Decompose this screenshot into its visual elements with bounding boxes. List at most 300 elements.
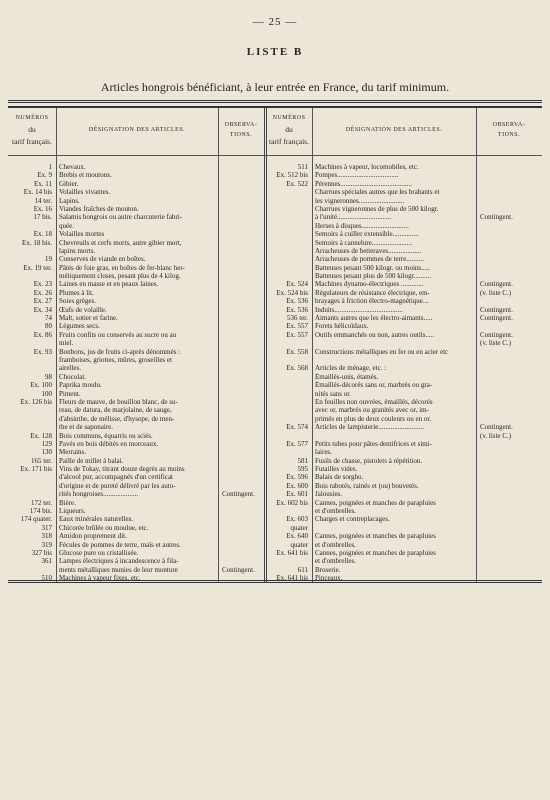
observation xyxy=(476,247,542,255)
article-designation: Fécules de pommes de terre, maïs et autres. xyxy=(59,540,181,549)
observation xyxy=(476,440,542,448)
article-designation: Brebis et moutons. xyxy=(59,171,112,180)
article-designation: Charrues spéciales autres que les brabants et xyxy=(315,188,440,197)
observation xyxy=(218,473,264,481)
observation xyxy=(476,222,542,230)
tariff-number: 611 xyxy=(297,565,308,574)
tariff-number: Ex. 536 xyxy=(286,305,308,314)
tariff-number xyxy=(267,230,312,238)
tariff-number: 317 xyxy=(41,523,52,532)
article-designation: Légumes secs. xyxy=(59,322,100,331)
observation xyxy=(218,230,264,238)
observation xyxy=(218,440,264,448)
tariff-number xyxy=(8,566,56,574)
article-designation: Émaillés-décorés sans or, marbrés ou gra- xyxy=(315,381,433,390)
column-divider xyxy=(312,108,313,582)
numeros-header-left: NUMÉROS du tarif français. xyxy=(12,115,52,146)
observation xyxy=(476,381,542,389)
observation: (v. liste C.) xyxy=(480,431,512,440)
article-designation: Balais de sorgho. xyxy=(315,473,364,482)
observation xyxy=(218,541,264,549)
tariff-number: 581 xyxy=(297,456,308,465)
observation: (v. liste C.) xyxy=(480,339,512,348)
observation xyxy=(218,322,264,330)
article-designation: Glucose pure ou cristallisée. xyxy=(59,548,139,557)
article-designation: Articles de ménage, etc. : xyxy=(315,364,387,373)
article-designation: primés en plus de deux couleurs ou en or. xyxy=(315,414,432,423)
tariff-number xyxy=(267,272,312,280)
article-designation: Arracheuses de betteraves................... xyxy=(315,246,422,255)
article-designation: Bonbons, jus de fruits ci-après dénommés : xyxy=(59,347,181,356)
observation xyxy=(476,541,542,549)
article-designation xyxy=(315,432,475,440)
article-designation: ments métalliques munies de leur monture xyxy=(59,565,178,574)
article-designation: Semoirs à cannelure....................... xyxy=(315,238,413,247)
title-rule xyxy=(8,100,542,103)
observation: Contingent. xyxy=(480,213,513,222)
tariff-number: Ex. 640 xyxy=(286,532,308,541)
tariff-number: Ex. 126 bis xyxy=(20,397,52,406)
observation xyxy=(476,390,542,398)
tariff-number: Ex. 557 xyxy=(286,330,308,339)
observation xyxy=(218,390,264,398)
tariff-number: 318 xyxy=(41,532,52,541)
observation: Contingent. xyxy=(222,565,255,574)
tariff-number xyxy=(267,557,312,565)
observation xyxy=(218,515,264,523)
observation xyxy=(218,432,264,440)
tariff-number xyxy=(267,188,312,196)
observation xyxy=(476,490,542,498)
article-designation: et d'ombrelles. xyxy=(315,507,356,516)
article-designation: Induits....................................... xyxy=(315,305,403,314)
tariff-number: 511 xyxy=(297,163,308,171)
article-designation: miel. xyxy=(59,339,74,348)
tariff-number: 174 quater. xyxy=(20,515,52,524)
observation xyxy=(218,222,264,230)
observation xyxy=(218,197,264,205)
observation xyxy=(218,465,264,473)
observation xyxy=(218,364,264,372)
tariff-number: Ex. 574 xyxy=(286,423,308,432)
observation: (v. liste C.) xyxy=(480,288,512,297)
observation xyxy=(476,457,542,465)
article-designation: Batteuses pesant plus de 500 kilogr.......... xyxy=(315,272,432,281)
tariff-number: Ex. 600 xyxy=(286,481,308,490)
article-designation: Forets hélicoïdaux. xyxy=(315,322,369,331)
article-designation: Laines en masse et en peaux laines. xyxy=(59,280,159,289)
article-designation: brayages à friction électro-magnétique... xyxy=(315,297,429,306)
subtitle: Articles hongrois bénéficiant, à leur entrée en France, du tarif minimum. xyxy=(100,80,450,94)
tariff-number xyxy=(267,373,312,381)
tariff-number: Ex. 596 xyxy=(286,473,308,482)
tariff-number: Ex. 557 xyxy=(286,322,308,331)
article-designation: et d'ombrelles. xyxy=(315,540,356,549)
observation xyxy=(218,188,264,196)
observation xyxy=(476,448,542,456)
observation xyxy=(218,423,264,431)
observation xyxy=(218,549,264,557)
tariff-number xyxy=(267,356,312,364)
article-designation: Fleurs de mauve, de bouillon blanc, de su- xyxy=(59,397,178,406)
article-designation: Liqueurs. xyxy=(59,507,86,516)
tariff-number xyxy=(8,490,56,498)
tariff-number: Ex. 603 xyxy=(286,515,308,524)
tariff-number xyxy=(8,482,56,490)
tariff-number: Ex. 14 bis xyxy=(23,188,52,197)
tariff-number xyxy=(8,364,56,372)
observation xyxy=(476,406,542,414)
article-designation xyxy=(315,524,475,532)
left-number-column xyxy=(8,163,56,583)
article-designation: Piment. xyxy=(59,389,81,398)
tariff-number xyxy=(267,507,312,515)
observation xyxy=(218,339,264,347)
article-designation: Machines dynamo-électriques ............. xyxy=(315,280,424,289)
article-designation: Chocolat. xyxy=(59,372,87,381)
observation xyxy=(218,406,264,414)
tariff-number: Ex. 602 bis xyxy=(276,498,308,507)
observation xyxy=(476,549,542,557)
observation: Contingent. xyxy=(480,330,513,339)
article-designation: Plumes à lit. xyxy=(59,288,94,297)
observation xyxy=(476,373,542,381)
article-designation: the et de saponaire. xyxy=(59,423,114,432)
observation xyxy=(476,482,542,490)
observation xyxy=(218,297,264,305)
article-designation: Constructions métalliques en fer ou en acier etc xyxy=(315,347,449,356)
tariff-number: 361 xyxy=(41,557,52,566)
article-designation: Futailles vides. xyxy=(315,465,358,474)
tariff-number: quater xyxy=(290,540,308,549)
article-designation: Vins de Tokay, titrant douze degrés au moins xyxy=(59,465,185,474)
article-designation: Aimants autres que les électro-aimants..... xyxy=(315,314,433,323)
observation xyxy=(476,239,542,247)
article-designation: Pâtés de foie gras, en boîtes de fer-blanc her- xyxy=(59,263,185,272)
article-designation: Bois communs, équarris ou sciés. xyxy=(59,431,153,440)
tariff-number xyxy=(8,415,56,423)
observation xyxy=(218,482,264,490)
tariff-number xyxy=(267,247,312,255)
article-designation: Pérennes......................................... xyxy=(315,179,413,188)
tariff-number xyxy=(8,272,56,280)
article-designation: Viandes fraîches de mouton. xyxy=(59,204,139,213)
tariff-number: 172 ter. xyxy=(31,498,52,507)
article-designation: Œufs de volaille. xyxy=(59,305,107,314)
observation xyxy=(476,499,542,507)
article-designation: Malt, sotier et farine. xyxy=(59,314,118,323)
observation xyxy=(218,532,264,540)
designation-header-left: DÉSIGNATION DES ARTICLES. xyxy=(88,127,186,134)
tariff-number: Ex. 601 xyxy=(286,490,308,499)
tariff-number: Ex. 86 xyxy=(33,330,52,339)
article-designation: quée. xyxy=(59,221,74,230)
tariff-number: 17 bis. xyxy=(33,213,52,222)
article-designation: Jalousies. xyxy=(315,490,343,499)
article-designation: Charrues vigneronnes de plus de 500 kilogr. xyxy=(315,204,439,213)
article-designation: Pompes................................... xyxy=(315,171,399,180)
observation xyxy=(476,163,542,171)
tariff-number: Ex. 18 bis. xyxy=(22,238,52,247)
designation-header-right: DÉSIGNATION DES ARTICLES. xyxy=(345,127,443,134)
tariff-number xyxy=(267,239,312,247)
article-designation: Bière. xyxy=(59,498,76,507)
tariff-number: 19 xyxy=(45,255,52,264)
article-designation: laires. xyxy=(315,448,332,457)
tariff-number: Ex. 577 xyxy=(286,439,308,448)
article-designation: Salamis hongrois ou autre charcuterie fabri- xyxy=(59,213,183,222)
observation xyxy=(476,272,542,280)
article-designation: Lapins. xyxy=(59,196,80,205)
tariff-number: Ex. 522 xyxy=(286,179,308,188)
observation xyxy=(218,239,264,247)
observation xyxy=(218,289,264,297)
column-divider xyxy=(56,108,57,582)
tariff-number xyxy=(267,415,312,423)
tariff-number xyxy=(267,197,312,205)
numeros-header-right: NUMÉROS du tarif français. xyxy=(269,115,309,146)
observation xyxy=(476,566,542,574)
observation xyxy=(218,213,264,221)
article-designation: les vigneronnes.......................... xyxy=(315,196,405,205)
observation xyxy=(218,163,264,171)
observation xyxy=(218,557,264,565)
observation xyxy=(218,205,264,213)
tariff-number: 98 xyxy=(45,372,52,381)
article-designation: Soies grèges. xyxy=(59,297,96,306)
article-designation: Outils emmanchés ou non, autres outils..... xyxy=(315,330,435,339)
article-designation: Machines à vapeur fixes, etc. xyxy=(59,574,141,583)
observations-header-left: OBSERVA- TIONS. xyxy=(224,122,258,138)
observation xyxy=(476,515,542,523)
observations-header-right: OBSERVA- TIONS. xyxy=(492,122,526,138)
observation xyxy=(476,507,542,515)
observation xyxy=(476,415,542,423)
right-observation-column xyxy=(476,163,542,583)
tariff-number: 129 xyxy=(41,439,52,448)
observation xyxy=(476,171,542,179)
article-designation: lapins morts. xyxy=(59,246,96,255)
article-designation: Merrains. xyxy=(59,448,87,457)
observation xyxy=(476,473,542,481)
tariff-number: Ex. 524 xyxy=(286,280,308,289)
observation: Contingent. xyxy=(222,490,255,499)
tariff-number: Ex. 27 xyxy=(33,297,52,306)
observation: Contingent. xyxy=(480,423,513,432)
tariff-number: Ex. 23 xyxy=(33,280,52,289)
right-designation-column xyxy=(315,163,475,583)
tariff-number: 536 ter. xyxy=(287,314,308,323)
observation xyxy=(218,448,264,456)
article-designation: Batteuses pesant 500 kilogr. ou moins..... xyxy=(315,263,430,272)
tariff-number xyxy=(8,339,56,347)
article-designation: Pinceaux. xyxy=(315,574,343,583)
observation xyxy=(476,197,542,205)
tariff-number: 130 xyxy=(41,448,52,457)
left-designation-column xyxy=(59,163,216,583)
tariff-number xyxy=(267,222,312,230)
tariff-number: Ex. 568 xyxy=(286,364,308,373)
article-designation: Cannes, poignées et manches de parapluies xyxy=(315,532,436,541)
article-designation: Conserves de viande en boîtes. xyxy=(59,255,146,264)
article-designation: Amidon proprement dit. xyxy=(59,532,127,541)
tariff-number: 319 xyxy=(41,540,52,549)
article-designation: Bois rabotés, rainés et (ou) bouvetés. xyxy=(315,481,419,490)
article-designation: Semoirs à cuiller extensible............... xyxy=(315,230,419,239)
article-designation: rités hongroises.................... xyxy=(59,490,139,499)
tariff-number: Ex. 641 bis xyxy=(276,574,308,583)
bottom-rule xyxy=(8,580,542,583)
article-designation: Volailles vivantes. xyxy=(59,188,111,197)
article-designation: nités sans or. xyxy=(315,389,351,398)
tariff-number: 327 bis xyxy=(31,548,52,557)
tariff-number: 80 xyxy=(45,322,52,331)
observation xyxy=(476,348,542,356)
observation xyxy=(218,415,264,423)
article-designation: d'alcool pur, accompagnés d'un certificat xyxy=(59,473,173,482)
tariff-number: Ex. 26 xyxy=(33,288,52,297)
tariff-number: Ex. 536 xyxy=(286,297,308,306)
tariff-number: Ex. 512 bis xyxy=(276,171,308,180)
observation xyxy=(218,524,264,532)
right-number-column xyxy=(267,163,312,583)
tariff-number: Ex. 9 xyxy=(37,171,52,180)
observation xyxy=(218,280,264,288)
tariff-number: 510 xyxy=(41,574,52,583)
observation xyxy=(476,322,542,330)
page-number: — 25 — xyxy=(252,16,298,28)
tariff-number xyxy=(8,247,56,255)
observation xyxy=(218,264,264,272)
article-designation: Fruits confits ou conservés au sucre ou au xyxy=(59,330,177,339)
article-designation xyxy=(315,356,475,364)
observation xyxy=(476,557,542,565)
tariff-number: Ex. 100 xyxy=(30,381,52,390)
tariff-number xyxy=(267,213,312,221)
article-designation: Eaux minérales naturelles. xyxy=(59,515,134,524)
article-designation: framboises, griottes, mûres, groseilles et xyxy=(59,355,172,364)
tariff-number xyxy=(267,448,312,456)
article-designation: Chevaux. xyxy=(59,163,86,171)
observation xyxy=(218,272,264,280)
observation xyxy=(476,188,542,196)
observation: Contingent. xyxy=(480,280,513,289)
observation xyxy=(218,314,264,322)
tariff-number: 595 xyxy=(297,465,308,474)
article-designation: Chevreuils et cerfs morts, autre gibier mort, xyxy=(59,238,182,247)
tariff-number xyxy=(267,406,312,414)
list-title: LISTE B xyxy=(246,46,304,58)
observation xyxy=(476,524,542,532)
tariff-number xyxy=(267,339,312,347)
article-designation: Arracheuses de pommes de terre.......... xyxy=(315,255,424,264)
observation xyxy=(218,356,264,364)
article-designation: Broserie. xyxy=(315,565,341,574)
observation xyxy=(476,356,542,364)
observation xyxy=(476,364,542,372)
observation xyxy=(218,457,264,465)
article-designation: Régulateurs de résistance électrique, em- xyxy=(315,288,430,297)
article-designation: Paille de millet à balai. xyxy=(59,456,124,465)
article-designation: d'absinthe, de mélisse, d'hysope, de men- xyxy=(59,414,175,423)
tariff-number: Ex. 93 xyxy=(33,347,52,356)
observation xyxy=(476,230,542,238)
tariff-number: Ex. 19 ter. xyxy=(23,263,52,272)
tariff-number: Ex. 171 bis xyxy=(20,465,52,474)
article-designation: Fusils de chasse, pistolets à répétition. xyxy=(315,456,423,465)
observation xyxy=(476,205,542,213)
article-designation: avec or, marbrés ou granités avec or, im- xyxy=(315,406,429,415)
tariff-number xyxy=(8,473,56,481)
tariff-number: Ex. 16 xyxy=(33,204,52,213)
article-designation: Lampes électriques à incandescence à fila- xyxy=(59,557,179,566)
tariff-number: 100 xyxy=(41,389,52,398)
observation xyxy=(218,180,264,188)
observation xyxy=(218,398,264,406)
tariff-number xyxy=(267,398,312,406)
left-observation-column xyxy=(218,163,264,583)
observation xyxy=(218,373,264,381)
tariff-number xyxy=(8,222,56,230)
article-designation: Charges et contreplacages. xyxy=(315,515,390,524)
tariff-number: 14 ter. xyxy=(34,196,52,205)
tariff-number: Ex. 128 xyxy=(30,431,52,440)
observation: Contingent. xyxy=(480,314,513,323)
article-designation: Émaillés-unis, étamés. xyxy=(315,372,379,381)
tariff-number: Ex. 524 bis xyxy=(276,288,308,297)
tariff-number: Ex. 11 xyxy=(33,179,52,188)
observation xyxy=(218,348,264,356)
observation xyxy=(218,255,264,263)
article-designation: Chicorée brûlée ou moulue, etc. xyxy=(59,523,149,532)
observation: Contingent. xyxy=(480,305,513,314)
header-rule xyxy=(8,155,542,156)
article-designation: Volailles mortes xyxy=(59,230,105,239)
observation xyxy=(218,381,264,389)
observation xyxy=(476,532,542,540)
tariff-number xyxy=(8,356,56,364)
tariff-number: 165 ter. xyxy=(31,456,52,465)
observation xyxy=(476,180,542,188)
article-designation: airelles. xyxy=(59,364,81,373)
article-designation: Articles de lampisterie.......................... xyxy=(315,423,424,432)
tariff-number xyxy=(267,381,312,389)
observation xyxy=(218,331,264,339)
tariff-number xyxy=(267,390,312,398)
article-designation: Machines à vapeur, locomobiles, etc. xyxy=(315,163,419,171)
article-designation: En feuilles non ouvrées, émaillés, décorés xyxy=(315,397,433,406)
tariff-number: Ex. 558 xyxy=(286,347,308,356)
article-designation xyxy=(315,339,475,347)
tariff-number: Ex. 18 xyxy=(33,230,52,239)
tariff-number xyxy=(267,432,312,440)
tariff-number: quater xyxy=(290,523,308,532)
article-designation: Pavés en bois débités en morceaux. xyxy=(59,439,159,448)
observation xyxy=(476,264,542,272)
tariff-number xyxy=(267,255,312,263)
article-designation: à l'unité............................... xyxy=(315,213,392,222)
article-designation: Cannes, poignées et manches de parapluies xyxy=(315,498,436,507)
tariff-table xyxy=(8,106,542,582)
article-designation: Petits tubes pour pâtes dentifrices et simi- xyxy=(315,439,433,448)
tariff-number: Ex. 34 xyxy=(33,305,52,314)
observation xyxy=(476,398,542,406)
observation xyxy=(476,255,542,263)
tariff-number xyxy=(8,406,56,414)
article-designation: et d'ombrelles. xyxy=(315,557,356,566)
article-designation: Paprika moulu. xyxy=(59,381,102,390)
article-designation: Herses à disques........................... xyxy=(315,221,409,230)
